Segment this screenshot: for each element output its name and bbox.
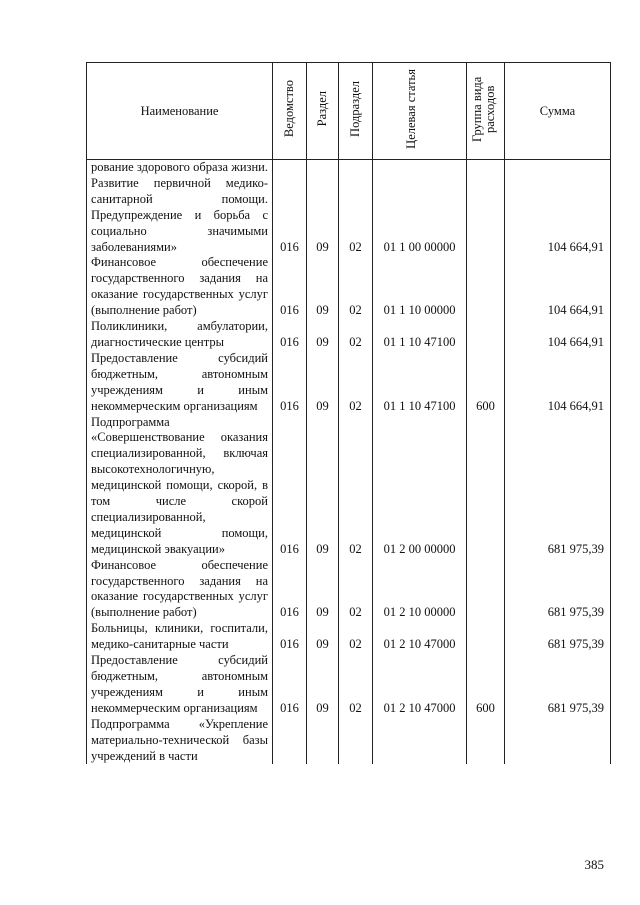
row-section-value: 09 [316, 541, 329, 556]
row-name: Предоставление субсидий бюджетным, автономным учреждениям и иным некоммерческим организациям [87, 653, 273, 717]
row-subsection [339, 653, 373, 717]
table-row [87, 415, 611, 558]
row-sum-value: 104 664,91 [547, 334, 604, 349]
row-sum [505, 653, 611, 717]
row-sum [505, 319, 611, 351]
row-group [467, 621, 505, 653]
row-sum [505, 160, 611, 256]
row-dept [273, 415, 307, 558]
row-target [373, 717, 467, 765]
row-subsection [339, 351, 373, 415]
row-dept [273, 653, 307, 717]
row-dept [273, 351, 307, 415]
row-sum-value: 681 975,39 [547, 637, 604, 652]
row-name: Подпрограмма «Укрепление материально-технической базы учреждений в части [87, 717, 273, 765]
table-header-row [87, 63, 611, 160]
row-sum [505, 621, 611, 653]
row-sum-value: 104 664,91 [547, 239, 604, 254]
row-group [467, 160, 505, 256]
row-target [373, 319, 467, 351]
row-subsection [339, 415, 373, 558]
row-subsection-value: 02 [349, 303, 362, 318]
row-dept-value: 016 [280, 541, 299, 556]
row-target-value: 01 2 10 47000 [383, 700, 456, 715]
row-target [373, 653, 467, 717]
row-name: Финансовое обеспечение государственного задания на оказание государственных услуг (выполнение работ) [87, 255, 273, 319]
row-subsection [339, 255, 373, 319]
row-name: Подпрограмма «Совершенствование оказания специализированной, включая высокотехнологичную, медицинской помощи, скорой, в том числе скорой специализированной, медицинской помощи, медицинской эвакуации» [87, 415, 273, 558]
row-target-value: 01 2 00 00000 [383, 541, 456, 556]
row-group [467, 255, 505, 319]
row-dept [273, 621, 307, 653]
row-dept [273, 319, 307, 351]
row-dept [273, 255, 307, 319]
row-section [307, 415, 339, 558]
row-target [373, 558, 467, 622]
row-name: Поликлиники, амбулатории, диагностические центры [87, 319, 273, 351]
row-section-value: 09 [316, 239, 329, 254]
row-section-value: 09 [316, 303, 329, 318]
row-group [467, 717, 505, 765]
row-sum-value: 104 664,91 [547, 303, 604, 318]
table-row [87, 621, 611, 653]
row-sum-value: 104 664,91 [547, 398, 604, 413]
budget-table [86, 62, 611, 764]
row-dept [273, 160, 307, 256]
row-subsection-value: 02 [349, 541, 362, 556]
row-dept [273, 717, 307, 765]
row-section-value: 09 [316, 398, 329, 413]
row-group [467, 351, 505, 415]
row-subsection-value: 02 [349, 700, 362, 715]
row-section-value: 09 [316, 605, 329, 620]
row-subsection [339, 558, 373, 622]
row-sum-value: 681 975,39 [547, 700, 604, 715]
row-dept-value: 016 [280, 334, 299, 349]
row-group [467, 319, 505, 351]
row-sum [505, 351, 611, 415]
row-target [373, 255, 467, 319]
row-dept-value: 016 [280, 303, 299, 318]
table-row [87, 653, 611, 717]
row-subsection [339, 160, 373, 256]
row-sum [505, 255, 611, 319]
row-section [307, 160, 339, 256]
row-section [307, 621, 339, 653]
header-target: Целевая статья [373, 63, 467, 160]
table-row [87, 319, 611, 351]
row-section-value: 09 [316, 334, 329, 349]
row-subsection [339, 621, 373, 653]
row-section [307, 351, 339, 415]
row-section-value: 09 [316, 700, 329, 715]
table-row [87, 255, 611, 319]
row-target-value: 01 1 10 00000 [383, 303, 456, 318]
row-subsection-value: 02 [349, 334, 362, 349]
header-sum: Сумма [505, 63, 611, 160]
row-target-value: 01 1 00 00000 [383, 239, 456, 254]
row-section [307, 255, 339, 319]
row-target-value: 01 2 10 00000 [383, 605, 456, 620]
row-subsection-value: 02 [349, 239, 362, 254]
header-group: Группа вида расходов [467, 63, 505, 160]
row-subsection [339, 717, 373, 765]
row-subsection-value: 02 [349, 605, 362, 620]
row-dept-value: 016 [280, 239, 299, 254]
header-dept: Ведомство [273, 63, 307, 160]
row-target-value: 01 1 10 47100 [383, 334, 456, 349]
row-group-value: 600 [476, 398, 495, 413]
row-target [373, 160, 467, 256]
header-subsection: Подраздел [339, 63, 373, 160]
table-row [87, 717, 611, 765]
row-section [307, 319, 339, 351]
row-target-value: 01 1 10 47100 [383, 398, 456, 413]
row-target [373, 621, 467, 653]
row-subsection-value: 02 [349, 398, 362, 413]
row-subsection [339, 319, 373, 351]
row-name: Предоставление субсидий бюджетным, автономным учреждениям и иным некоммерческим организациям [87, 351, 273, 415]
row-section [307, 717, 339, 765]
row-subsection-value: 02 [349, 637, 362, 652]
row-section-value: 09 [316, 637, 329, 652]
row-dept-value: 016 [280, 637, 299, 652]
row-group [467, 415, 505, 558]
row-dept [273, 558, 307, 622]
row-group-value: 600 [476, 700, 495, 715]
table-row [87, 351, 611, 415]
table-row [87, 558, 611, 622]
row-target [373, 415, 467, 558]
row-sum [505, 415, 611, 558]
row-dept-value: 016 [280, 605, 299, 620]
page-number: 385 [584, 857, 604, 872]
row-sum-value: 681 975,39 [547, 541, 604, 556]
row-target [373, 351, 467, 415]
row-group [467, 653, 505, 717]
row-dept-value: 016 [280, 398, 299, 413]
row-sum [505, 717, 611, 765]
row-name: Больницы, клиники, госпитали, медико-санитарные части [87, 621, 273, 653]
row-sum [505, 558, 611, 622]
header-section: Раздел [307, 63, 339, 160]
row-section [307, 558, 339, 622]
row-name: рование здорового образа жизни. Развитие первичной медико-санитарной помощи. Предупреждение и борьба с социально значимыми заболеваниями» [87, 160, 273, 256]
row-sum-value: 681 975,39 [547, 605, 604, 620]
row-section [307, 653, 339, 717]
row-dept-value: 016 [280, 700, 299, 715]
row-name: Финансовое обеспечение государственного задания на оказание государственных услуг (выполнение работ) [87, 558, 273, 622]
header-name: Наименование [87, 63, 273, 160]
table-row [87, 160, 611, 256]
row-group [467, 558, 505, 622]
row-target-value: 01 2 10 47000 [383, 637, 456, 652]
